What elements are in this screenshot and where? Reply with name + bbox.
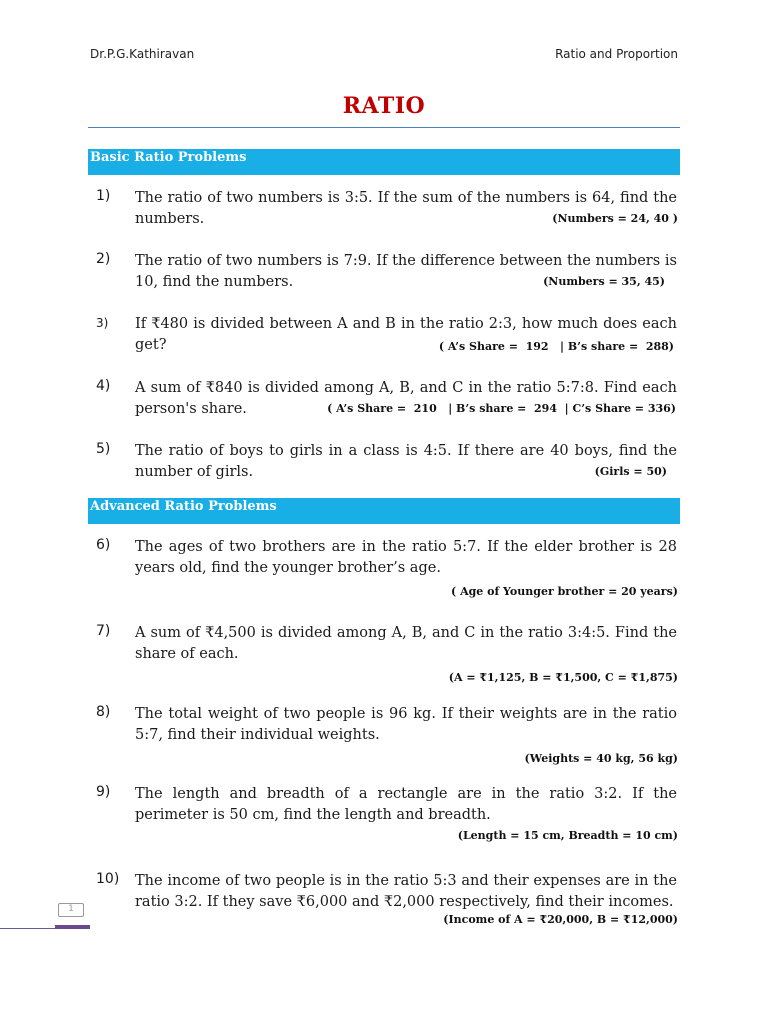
problem-item (96, 441, 678, 483)
problem-text: The ratio of two numbers is 7:9. If the difference between the numbers is 10, find the numbers. (135, 253, 677, 290)
problem-number: 8) (96, 704, 111, 720)
problem-answer: ( A’s Share = 210 | B’s share = 294 | C’s Share = 336) (327, 402, 676, 415)
problem-answer: (A = ₹1,125, B = ₹1,500, C = ₹1,875) (448, 671, 678, 684)
problem-item (96, 188, 678, 230)
problem-number: 2) (96, 251, 111, 267)
problem-item (96, 704, 678, 765)
page-header-subject: Ratio and Proportion (555, 47, 678, 61)
problem-number: 5) (96, 441, 111, 457)
title-divider (88, 127, 680, 128)
problem-item (96, 784, 678, 842)
page-header-author: Dr.P.G.Kathiravan (90, 47, 195, 61)
problem-text: If ₹480 is divided between A and B in the ratio 2:3, how much does each get? (135, 316, 677, 353)
problem-item (96, 623, 678, 684)
problem-answer: ( A’s Share = 192 | B’s share = 288) (438, 340, 674, 353)
problem-text: The length and breadth of a rectangle are in the ratio 3:2. If the perimeter is 50 cm, find the length and breadth. (135, 786, 677, 823)
problem-answer: ( Age of Younger brother = 20 years) (451, 585, 678, 598)
problem-number: 7) (96, 623, 111, 639)
problem-text: A sum of ₹4,500 is divided among A, B, and C in the ratio 3:4:5. Find the share of each. (135, 625, 677, 662)
page-number-mark: 1 (58, 903, 84, 917)
problem-item (96, 871, 678, 926)
problem-text: A sum of ₹840 is divided among A, B, and C in the ratio 5:7:8. Find each person's share. (135, 380, 677, 417)
section-heading-basic: Basic Ratio Problems (88, 149, 680, 175)
problem-item (96, 314, 678, 356)
problem-item (96, 378, 678, 420)
problem-answer: (Length = 15 cm, Breadth = 10 cm) (457, 829, 678, 842)
problem-number: 3) (96, 316, 109, 330)
section-heading-advanced: Advanced Ratio Problems (88, 498, 680, 524)
problem-answer: (Income of A = ₹20,000, B = ₹12,000) (443, 913, 678, 926)
problem-text: The ratio of two numbers is 3:5. If the sum of the numbers is 64, find the numbers. (135, 190, 677, 227)
problem-text: The ages of two brothers are in the ratio 5:7. If the elder brother is 28 years old, find the younger brother’s age. (135, 539, 677, 576)
problem-number: 4) (96, 378, 111, 394)
problem-text: The ratio of boys to girls in a class is 4:5. If there are 40 boys, find the number of girls. (135, 443, 677, 480)
page-title: RATIO (342, 93, 426, 119)
problem-answer: (Numbers = 35, 45) (543, 275, 665, 288)
problem-number: 10) (96, 871, 120, 887)
problem-item (96, 537, 678, 598)
problem-number: 9) (96, 784, 111, 800)
problem-text: The income of two people is in the ratio 5:3 and their expenses are in the ratio 3:2. If they save ₹6,000 and ₹2,000 respectively, find their incomes. (135, 873, 677, 910)
problem-answer: (Weights = 40 kg, 56 kg) (524, 752, 678, 765)
problem-text: The total weight of two people is 96 kg. If their weights are in the ratio 5:7, find their individual weights. (135, 706, 677, 743)
problem-answer: (Girls = 50) (594, 465, 667, 478)
problem-answer: (Numbers = 24, 40 ) (552, 212, 678, 225)
problem-number: 6) (96, 537, 111, 553)
footer-accent-bar (55, 925, 90, 929)
problem-number: 1) (96, 188, 111, 204)
problem-item (96, 251, 678, 293)
